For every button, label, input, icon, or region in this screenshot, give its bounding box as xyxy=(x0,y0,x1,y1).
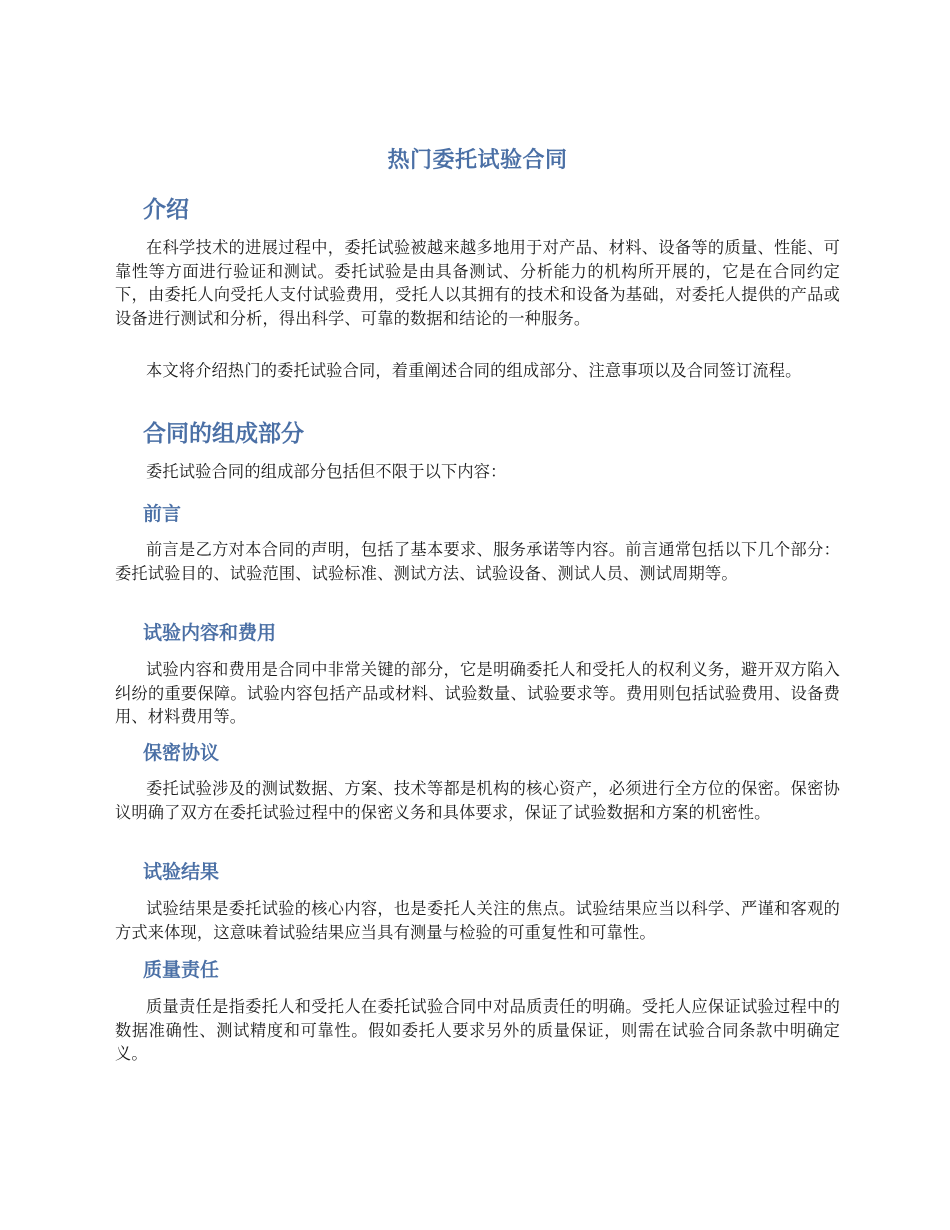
section-heading-intro: 介绍 xyxy=(143,197,189,223)
subheading-confidentiality: 保密协议 xyxy=(143,742,220,764)
document-title: 热门委托试验合同 xyxy=(387,148,568,173)
intro-paragraph-2: 本文将介绍热门的委托试验合同，着重阐述合同的组成部分、注意事项以及合同签订流程。 xyxy=(146,361,802,380)
preface-paragraph: 前言是乙方对本合同的声明，包括了基本要求、服务承诺等内容。前言通常包括以下几个部分：委托试验目的、试验范围、试验标准、测试方法、试验设备、测试人员、测试周期等。 xyxy=(115,540,840,583)
content-fees-paragraph: 试验内容和费用是合同中非常关键的部分，它是明确委托人和受托人的权利义务，避开双方陷入纠纷的重要保障。试验内容包括产品或材料、试验数量、试验要求等。费用则包括试验费用、设备费用、材料费用等。 xyxy=(115,660,840,726)
confidentiality-paragraph: 委托试验涉及的测试数据、方案、技术等都是机构的核心资产，必须进行全方位的保密。保密协议明确了双方在委托试验过程中的保密义务和具体要求，保证了试验数据和方案的机密性。 xyxy=(115,779,840,822)
subheading-quality: 质量责任 xyxy=(143,959,220,981)
subheading-content-fees: 试验内容和费用 xyxy=(143,622,277,644)
intro-paragraph-1: 在科学技术的进展过程中，委托试验被越来越多地用于对产品、材料、设备等的质量、性能、可靠性等方面进行验证和测试。委托试验是由具备测试、分析能力的机构所开展的，它是在合同约定下，由委托人向受托人支付试验费用，受托人以其拥有的技术和设备为基础，对委托人提供的产品或设备进行测试和分析，得出科学、可靠的数据和结论的一种服务。 xyxy=(115,238,840,328)
quality-paragraph: 质量责任是指委托人和受托人在委托试验合同中对品质责任的明确。受托人应保证试验过程中的数据准确性、测试精度和可靠性。假如委托人要求另外的质量保证，则需在试验合同条款中明确定义。 xyxy=(115,997,840,1063)
section-heading-components: 合同的组成部分 xyxy=(143,421,304,447)
subheading-results: 试验结果 xyxy=(143,861,220,883)
results-paragraph: 试验结果是委托试验的核心内容，也是委托人关注的焦点。试验结果应当以科学、严谨和客观的方式来体现，这意味着试验结果应当具有测量与检验的可重复性和可靠性。 xyxy=(115,899,840,942)
components-lead: 委托试验合同的组成部分包括但不限于以下内容： xyxy=(146,462,507,481)
subheading-preface: 前言 xyxy=(143,503,182,525)
